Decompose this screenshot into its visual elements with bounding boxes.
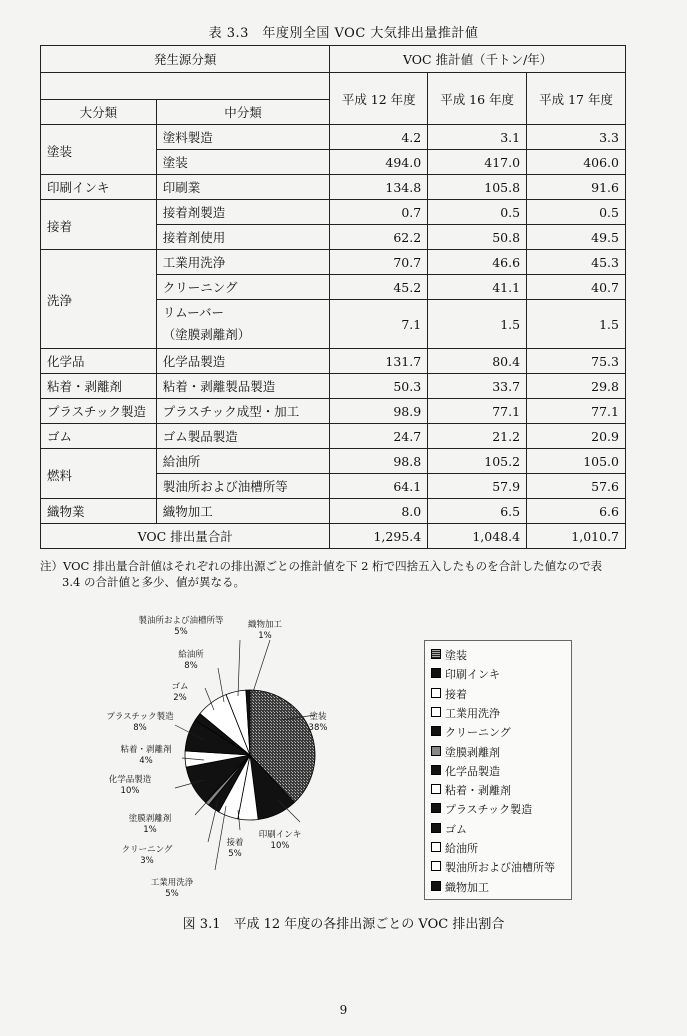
mid-category: 粘着・剥離製品製造 [156, 374, 330, 399]
table-row [41, 449, 626, 474]
value-cell: 70.7 [330, 250, 428, 275]
major-category: 織物業 [41, 499, 157, 524]
legend-item [431, 801, 532, 817]
value-cell: 417.0 [428, 150, 527, 175]
total-value: 1,295.4 [330, 524, 428, 549]
mid-category: 塗料製造 [156, 125, 330, 150]
mid-category: 織物加工 [156, 499, 330, 524]
value-cell: 41.1 [428, 275, 527, 300]
value-cell: 20.9 [527, 424, 626, 449]
legend-swatch [431, 649, 441, 659]
value-cell: 29.8 [527, 374, 626, 399]
pie-data-label [171, 682, 188, 704]
legend-item [431, 879, 489, 895]
legend-item [431, 821, 467, 837]
value-cell: 45.2 [330, 275, 428, 300]
table-row [41, 499, 626, 524]
header-value: VOC 推計値（千トン/年） [330, 46, 626, 73]
value-cell: 406.0 [527, 150, 626, 175]
page-number: 9 [339, 1003, 348, 1017]
legend-item [431, 705, 500, 721]
pie-data-label [109, 775, 152, 797]
legend-swatch [431, 707, 441, 717]
pie-label-percent: 10% [120, 786, 140, 796]
pie-label-name: クリーニング [121, 845, 173, 855]
pie-data-label [259, 830, 302, 852]
table-note [40, 558, 650, 590]
value-cell: 0.5 [527, 200, 626, 225]
pie-label-percent: 8% [184, 661, 198, 671]
pie-label-percent: 5% [228, 849, 242, 859]
pie-label-percent: 10% [270, 841, 290, 851]
legend-item [431, 744, 500, 760]
value-cell: 77.1 [428, 399, 527, 424]
pie-label-percent: 5% [174, 627, 188, 637]
legend-item [431, 840, 478, 856]
value-cell: 7.1 [330, 300, 428, 349]
note-line-1: 注）VOC 排出量合計値はそれぞれの排出源ごとの推計値を下 2 桁で四捨五入したものを合計した値なので表 [40, 559, 603, 573]
value-cell: 0.7 [330, 200, 428, 225]
header-mid: 中分類 [156, 100, 330, 125]
value-cell: 134.8 [330, 175, 428, 200]
total-row [41, 524, 626, 549]
pie-data-label [178, 650, 204, 672]
legend-swatch [431, 823, 441, 833]
major-category: 燃料 [41, 449, 157, 499]
table-title: 表 3.3 年度別全国 VOC 大気排出量推計値 [208, 26, 479, 41]
chart-legend [424, 640, 572, 900]
pie-label-name: 印刷インキ [258, 830, 302, 840]
pie-label-percent: 1% [258, 631, 272, 641]
value-cell: 1.5 [428, 300, 527, 349]
legend-swatch [431, 861, 441, 871]
value-cell: 46.6 [428, 250, 527, 275]
legend-label: 製油所および油槽所等 [445, 861, 555, 875]
pie-label-name: 塗膜剥離剤 [128, 814, 172, 824]
legend-label: 工業用洗浄 [445, 706, 500, 720]
mid-category [156, 300, 330, 349]
value-cell: 50.3 [330, 374, 428, 399]
legend-swatch [431, 668, 441, 678]
value-cell: 21.2 [428, 424, 527, 449]
header-year-12: 平成 12 年度 [330, 73, 428, 125]
legend-swatch [431, 784, 441, 794]
pie-label-name: 工業用洗浄 [150, 878, 194, 888]
legend-label: 化学品製造 [445, 764, 500, 778]
table-row [41, 200, 626, 225]
legend-label: 印刷インキ [445, 668, 500, 682]
legend-label: 塗膜剥離剤 [445, 745, 500, 759]
header-major: 大分類 [41, 100, 157, 125]
value-cell: 40.7 [527, 275, 626, 300]
value-cell: 57.9 [428, 474, 527, 499]
pie-label-name: 給油所 [178, 650, 204, 660]
major-category: 接着 [41, 200, 157, 250]
value-cell: 105.8 [428, 175, 527, 200]
value-cell: 3.1 [428, 125, 527, 150]
pie-label-name: 化学品製造 [108, 775, 152, 785]
value-cell: 3.3 [527, 125, 626, 150]
legend-label: 塗装 [445, 649, 467, 662]
pie-label-name: ゴム [171, 682, 189, 692]
value-cell: 91.6 [527, 175, 626, 200]
legend-label: 給油所 [445, 842, 478, 855]
header-year-16: 平成 16 年度 [428, 73, 527, 125]
table-row [41, 250, 626, 275]
pie-data-label [106, 712, 173, 734]
pie-label-name: 織物加工 [247, 620, 283, 630]
mid-category: ゴム製品製造 [156, 424, 330, 449]
legend-label: 接着 [445, 687, 467, 701]
total-label: VOC 排出量合計 [41, 524, 330, 549]
legend-item [431, 763, 500, 779]
legend-swatch [431, 765, 441, 775]
pie-label-percent: 2% [173, 693, 187, 703]
total-value: 1,010.7 [527, 524, 626, 549]
table-row [41, 125, 626, 150]
major-category: 洗浄 [41, 250, 157, 349]
legend-label: ゴム [445, 822, 467, 836]
pie-label-percent: 38% [308, 723, 328, 733]
header-source: 発生源分類 [41, 46, 330, 73]
figure-caption: 図 3.1 平成 12 年度の各排出源ごとの VOC 排出割合 [182, 917, 505, 932]
legend-item [431, 647, 467, 663]
pie-label-percent: 5% [165, 889, 179, 899]
value-cell: 77.1 [527, 399, 626, 424]
value-cell: 50.8 [428, 225, 527, 250]
header-blank [41, 73, 330, 100]
value-cell: 105.2 [428, 449, 527, 474]
table-row [41, 349, 626, 374]
mid-category: 印刷業 [156, 175, 330, 200]
pie-data-label [151, 878, 194, 900]
legend-label: 織物加工 [445, 880, 489, 894]
pie-data-label [248, 620, 282, 642]
table-row [41, 399, 626, 424]
legend-item [431, 686, 467, 702]
value-cell: 45.3 [527, 250, 626, 275]
pie-label-name: 粘着・剥離剤 [120, 745, 172, 755]
mid-category: 製油所および油槽所等 [156, 474, 330, 499]
major-category: 印刷インキ [41, 175, 157, 200]
pie-label-percent: 1% [143, 825, 157, 835]
mid-category-line2: （塗膜剥離剤） [162, 327, 251, 342]
mid-category: 工業用洗浄 [156, 250, 330, 275]
major-category: 塗装 [41, 125, 157, 175]
legend-item [431, 666, 500, 682]
value-cell: 57.6 [527, 474, 626, 499]
legend-swatch [431, 726, 441, 736]
value-cell: 8.0 [330, 499, 428, 524]
pie-label-percent: 4% [139, 756, 153, 766]
value-cell: 62.2 [330, 225, 428, 250]
pie-data-label [226, 838, 243, 860]
value-cell: 98.9 [330, 399, 428, 424]
major-category: 化学品 [41, 349, 157, 374]
pie-label-name: 製油所および油槽所等 [138, 616, 224, 626]
mid-category: プラスチック成型・加工 [156, 399, 330, 424]
header-year-17: 平成 17 年度 [527, 73, 626, 125]
value-cell: 494.0 [330, 150, 428, 175]
value-cell: 24.7 [330, 424, 428, 449]
table-row [41, 175, 626, 200]
pie-data-label [138, 616, 223, 638]
value-cell: 80.4 [428, 349, 527, 374]
mid-category: 化学品製造 [156, 349, 330, 374]
voc-emissions-table [40, 45, 626, 549]
note-line-2: 3.4 の合計値と多少、値が異なる。 [62, 575, 245, 589]
value-cell: 131.7 [330, 349, 428, 374]
mid-category: 塗装 [156, 150, 330, 175]
pie-data-label [309, 712, 328, 734]
value-cell: 6.6 [527, 499, 626, 524]
legend-item [431, 782, 511, 798]
pie-label-name: 接着 [226, 838, 244, 848]
major-category: プラスチック製造 [41, 399, 157, 424]
pie-label-percent: 8% [133, 723, 147, 733]
mid-category-line1: リムーバー [162, 305, 225, 320]
legend-swatch [431, 688, 441, 698]
value-cell: 0.5 [428, 200, 527, 225]
value-cell: 1.5 [527, 300, 626, 349]
legend-label: クリーニング [445, 726, 511, 740]
mid-category: 接着剤製造 [156, 200, 330, 225]
legend-swatch [431, 746, 441, 756]
value-cell: 49.5 [527, 225, 626, 250]
major-category: 粘着・剥離剤 [41, 374, 157, 399]
pie-label-name: 塗装 [309, 712, 327, 722]
pie-data-label [120, 745, 171, 767]
table-row [41, 374, 626, 399]
mid-category: 給油所 [156, 449, 330, 474]
pie-data-label [122, 845, 173, 867]
legend-swatch [431, 842, 441, 852]
legend-swatch [431, 803, 441, 813]
value-cell: 98.8 [330, 449, 428, 474]
value-cell: 33.7 [428, 374, 527, 399]
major-category: ゴム [41, 424, 157, 449]
total-value: 1,048.4 [428, 524, 527, 549]
legend-item [431, 859, 555, 875]
value-cell: 105.0 [527, 449, 626, 474]
mid-category: 接着剤使用 [156, 225, 330, 250]
pie-label-name: プラスチック製造 [106, 712, 174, 722]
table-row [41, 424, 626, 449]
legend-label: 粘着・剥離剤 [445, 784, 511, 798]
value-cell: 64.1 [330, 474, 428, 499]
legend-label: プラスチック製造 [445, 803, 533, 817]
legend-item [431, 724, 511, 740]
legend-swatch [431, 881, 441, 891]
value-cell: 4.2 [330, 125, 428, 150]
pie-data-label [129, 814, 172, 836]
pie-label-percent: 3% [140, 856, 154, 866]
mid-category: クリーニング [156, 275, 330, 300]
value-cell: 6.5 [428, 499, 527, 524]
value-cell: 75.3 [527, 349, 626, 374]
